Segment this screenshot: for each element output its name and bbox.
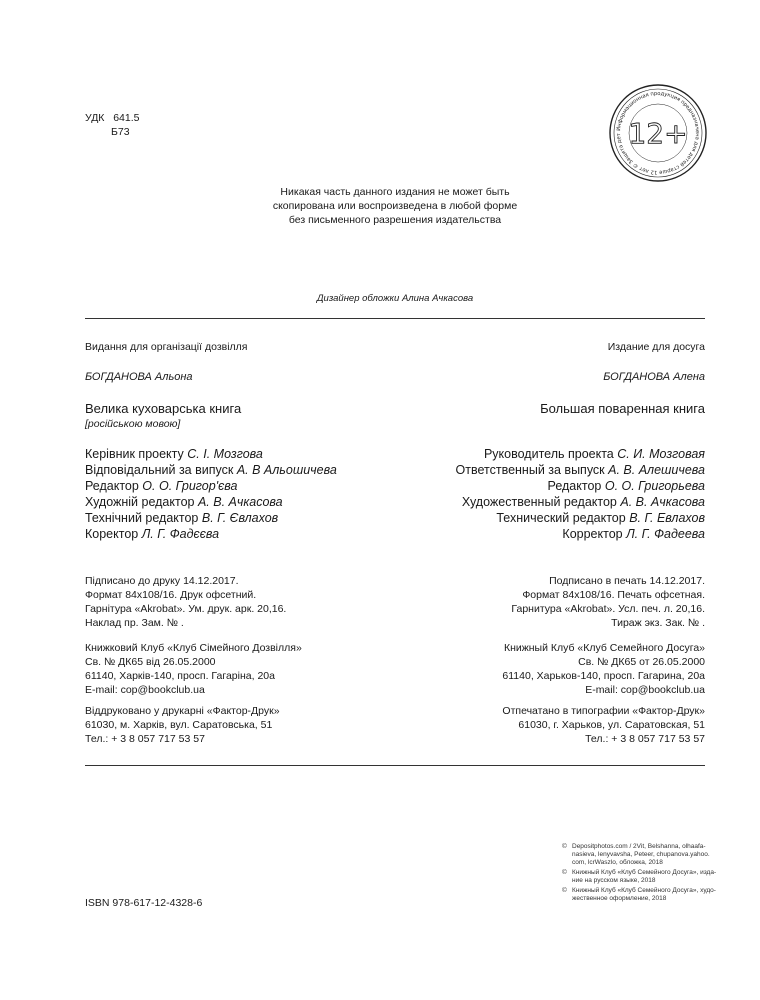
- info-line: 61030, м. Харків, вул. Саратовська, 51: [85, 719, 273, 731]
- credit-line: [456, 446, 705, 462]
- credit-line: [85, 446, 337, 462]
- credit-name: О. О. Григор'єва: [142, 479, 238, 493]
- copyright-line: без письменного разрешения издательства: [288, 214, 502, 226]
- info-line: Гарнітура «Akrobat». Ум. друк. арк. 20,16.: [85, 603, 287, 615]
- right-credits: [456, 446, 705, 542]
- credit-role: Технічний редактор: [85, 511, 199, 525]
- info-line: E-mail: cop@bookclub.ua: [585, 684, 705, 696]
- credit-role: Руководитель проекта: [483, 447, 614, 461]
- designer-label: Дизайнер обложки: [316, 293, 400, 304]
- credit-name: С. И. Мозговая: [617, 447, 705, 461]
- divider-bottom: [85, 765, 705, 766]
- left-author: БОГДАНОВА Альона: [85, 371, 193, 383]
- left-subtitle: [російською мовою]: [85, 418, 181, 430]
- credit-name: А. В Альошичева: [236, 463, 337, 477]
- right-printer: [502, 704, 705, 746]
- credit-name: О. О. Григорьева: [604, 479, 705, 493]
- udk-code: 641.5: [113, 112, 140, 124]
- left-publisher: [85, 641, 302, 697]
- credit-role: Корректор: [562, 527, 623, 541]
- info-line: Отпечатано в типографии «Фактор-Друк»: [502, 705, 705, 717]
- udk-label: УДК: [85, 112, 105, 124]
- credit-line: [85, 510, 337, 526]
- info-line: E-mail: cop@bookclub.ua: [85, 684, 205, 696]
- right-title: Большая поваренная книга: [540, 401, 705, 416]
- info-line: 61030, г. Харьков, ул. Саратовская, 51: [518, 719, 705, 731]
- credit-line: [85, 526, 337, 542]
- credit-line: [85, 462, 337, 478]
- credit-role: Відповідальний за випуск: [85, 463, 234, 477]
- credit-text: Книжный Клуб «Клуб Семейного Досуга», изда- ние на русском языке, 2018: [572, 869, 717, 884]
- info-line: Формат 84х108/16. Печать офсетная.: [522, 589, 705, 601]
- copyright-symbol: ©: [562, 887, 567, 894]
- credit-line: [456, 510, 705, 526]
- credit-name: Л. Г. Фадеева: [626, 527, 705, 541]
- credit-line: [456, 526, 705, 542]
- cover-designer: [200, 292, 590, 305]
- credit-role: Керівник проекту: [85, 447, 184, 461]
- credit-role: Технический редактор: [496, 511, 626, 525]
- credit-name: А. В. Ачкасова: [620, 495, 705, 509]
- info-line: Тираж экз. Зак. № .: [611, 617, 705, 629]
- copyright-line: скопирована или воспроизведена в любой форме: [272, 200, 518, 212]
- credit-line: [456, 494, 705, 510]
- info-line: 61140, Харьков-140, просп. Гагарина, 20а: [502, 670, 705, 682]
- credit-entry: [562, 843, 708, 867]
- right-author: БОГДАНОВА Алена: [603, 371, 705, 383]
- right-print-info: [511, 574, 705, 630]
- credit-role: Художественный редактор: [461, 495, 617, 509]
- info-line: Книжный Клуб «Клуб Семейного Досуга»: [503, 642, 705, 654]
- copyright-symbol: ©: [562, 843, 567, 850]
- left-credits: [85, 446, 337, 542]
- designer-name: Алина Ачкасова: [401, 293, 474, 304]
- right-series: Издание для досуга: [607, 341, 705, 353]
- info-line: Тел.: + 3 8 057 717 53 57: [585, 733, 705, 745]
- left-printer: [85, 704, 280, 746]
- credit-entry: [562, 887, 716, 903]
- copyright-notice: [200, 185, 590, 227]
- credit-line: [85, 494, 337, 510]
- credit-entry: [562, 869, 717, 885]
- info-line: Св. № ДК65 від 26.05.2000: [85, 656, 216, 668]
- age-rating-stamp: [608, 83, 708, 183]
- credit-role: Редактор: [547, 479, 602, 493]
- credit-name: В. Г. Евлахов: [629, 511, 705, 525]
- info-line: Св. № ДК65 от 26.05.2000: [578, 656, 705, 668]
- credit-role: Художній редактор: [85, 495, 195, 509]
- info-line: Тел.: + 3 8 057 717 53 57: [85, 733, 205, 745]
- info-line: Наклад пр. Зам. № .: [85, 617, 184, 629]
- credit-role: Ответственный за выпуск: [455, 463, 605, 477]
- credit-name: С. І. Мозгова: [187, 447, 263, 461]
- left-print-info: [85, 574, 286, 630]
- info-line: Подписано в печать 14.12.2017.: [549, 575, 705, 587]
- credit-line: [85, 478, 337, 494]
- credit-name: А. В. Ачкасова: [197, 495, 283, 509]
- credit-name: А. В. Алешичева: [608, 463, 705, 477]
- info-line: Формат 84х108/16. Друк офсетний.: [85, 589, 257, 601]
- credit-name: В. Г. Євлахов: [201, 511, 279, 525]
- image-credits: [562, 843, 717, 903]
- info-line: 61140, Харків-140, просп. Гагаріна, 20а: [85, 670, 275, 682]
- copyright-symbol: ©: [562, 869, 567, 876]
- udk-block: [85, 111, 139, 139]
- left-title: Велика куховарська книга: [85, 401, 242, 416]
- credit-line: [456, 478, 705, 494]
- divider-top: [85, 318, 705, 319]
- credit-text: Depositphotos.com / 2Vit, Belshanna, olhaafa- nasieva, lenyvavsha, Peteer, chupanova.yahoo. com, lcrWaszlo, обложка, 2018: [572, 843, 710, 866]
- credit-text: Книжный Клуб «Клуб Семейного Досуга», худо- жественное оформление, 2018: [572, 887, 716, 902]
- udk-code-2: Б73: [111, 126, 130, 138]
- isbn: ISBN 978-617-12-4328-6: [85, 897, 203, 909]
- stamp-ring-text: Информационная продукция предназначена для детей старше 12 лет © Защита дет: [615, 90, 701, 176]
- copyright-line: Никакая часть данного издания не может быть: [280, 186, 510, 198]
- credit-line: [456, 462, 705, 478]
- credit-role: Редактор: [85, 479, 139, 493]
- info-line: Підписано до друку 14.12.2017.: [85, 575, 239, 587]
- stamp-rating: 12+: [628, 117, 688, 150]
- left-series: Видання для організації дозвілля: [85, 341, 248, 353]
- right-publisher: [502, 641, 705, 697]
- info-line: Книжковий Клуб «Клуб Сімейного Дозвілля»: [85, 642, 302, 654]
- info-line: Віддруковано у друкарні «Фактор-Друк»: [85, 705, 280, 717]
- info-line: Гарнитура «Akrobat». Усл. печ. л. 20,16.: [511, 603, 705, 615]
- credit-role: Коректор: [85, 527, 139, 541]
- credit-name: Л. Г. Фадєєва: [141, 527, 220, 541]
